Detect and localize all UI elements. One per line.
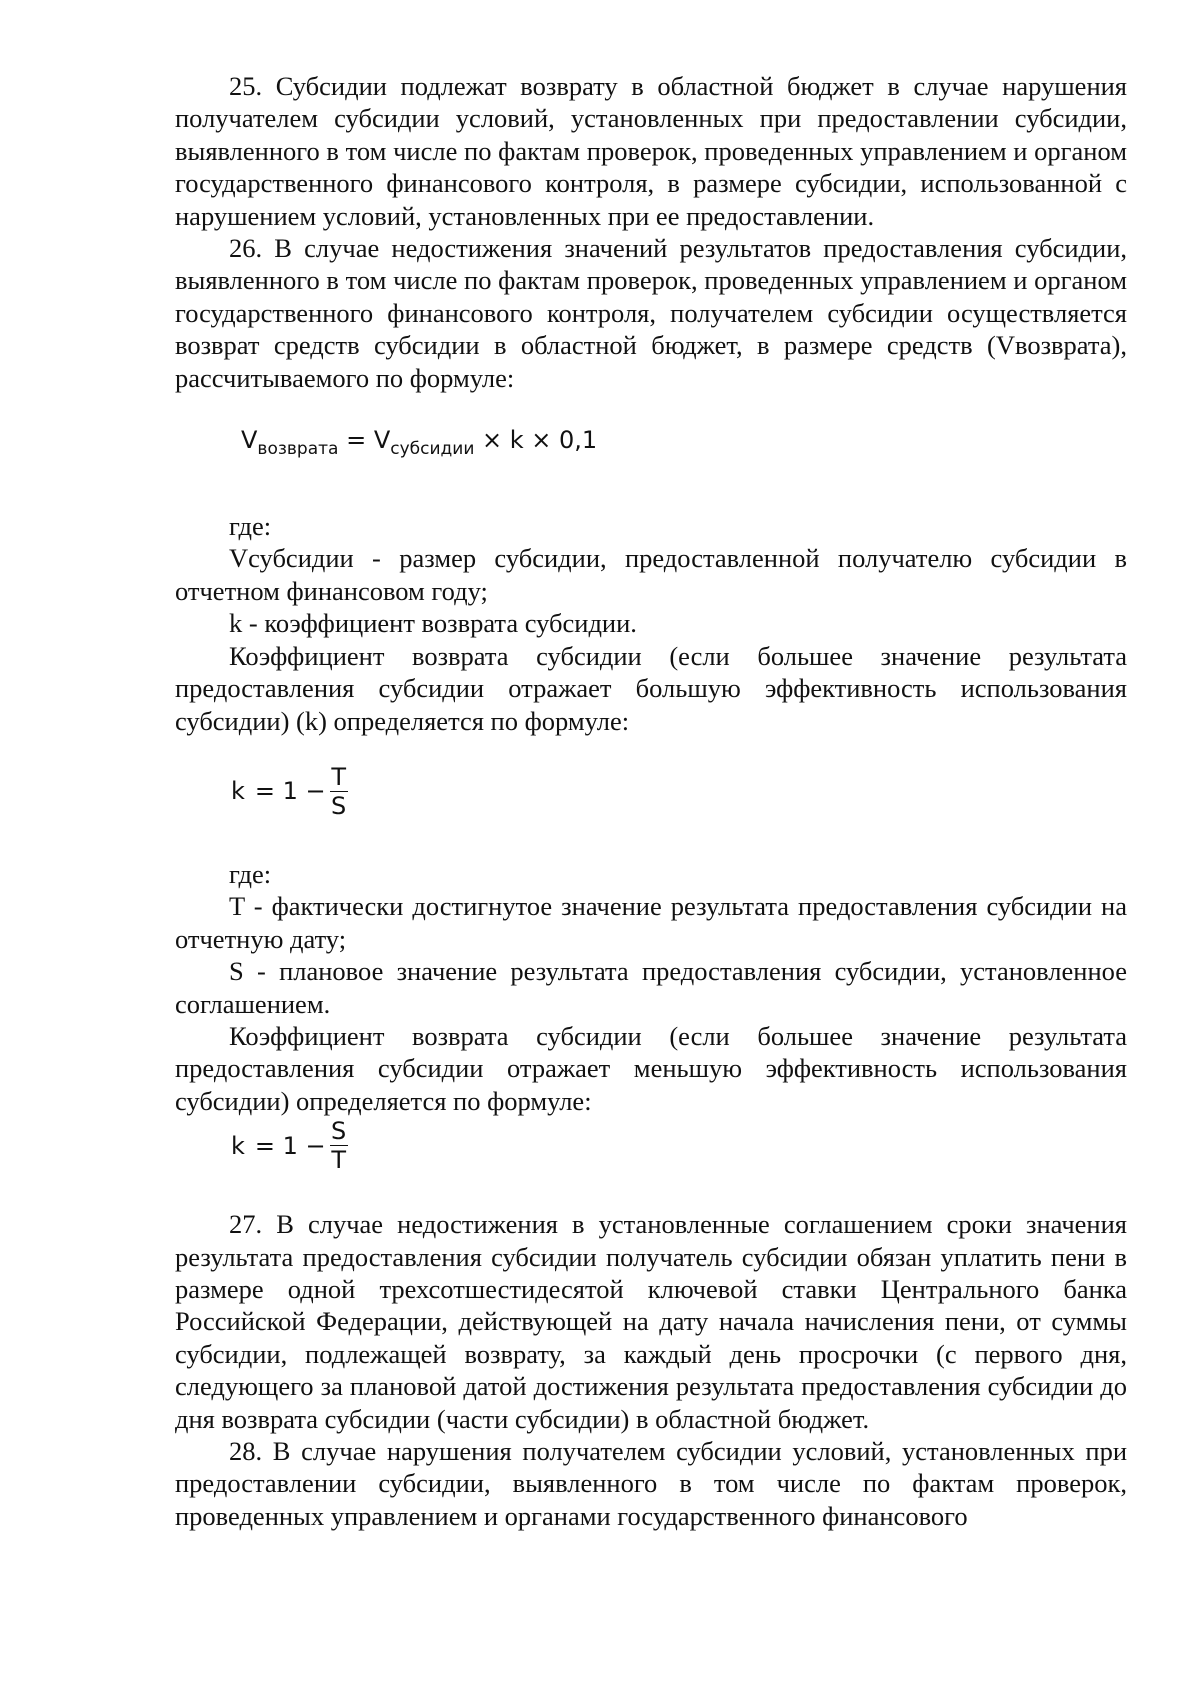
vsubsidy-definition: Vсубсидии - размер субсидии, предоставленной получателю субсидии в отчетном финансовом году; (175, 543, 1127, 606)
paragraph-27: 27. В случае недостижения в установленные соглашением сроки значения результата предоставления субсидии получатель субсидии обязан уплатить пени в размере одной трехсотшестидесятой ключевой ставки Центрального банка Российской Федерации, действующей на дату начала начисления пени, от суммы субсидии, подлежащей возврату, за каждый день просрочки (с первого дня, следующего за плановой датой достижения результата предоставления субсидии до дня возврата субсидии (части субсидии) в областной бюджет. (175, 1209, 1127, 1434)
paragraph-28: 28. В случае нарушения получателем субсидии условий, установленных при предоставлении субсидии, выявленного в том числе по фактам проверок, проведенных управлением и органами государственного финансового (175, 1436, 1127, 1531)
fraction-s-over-t (330, 1117, 348, 1174)
paragraph-26: 26. В случае недостижения значений результатов предоставления субсидии, выявленного в том числе по фактам проверок, проведенных управлением и органом государственного финансового контроля, получателем субсидии осуществляется возврат средств субсидии в областной бюджет, в размере средств (Vвозврата), рассчитываемого по формуле: (175, 233, 1127, 393)
formula3-mid: = 1 − (254, 1131, 326, 1160)
formula-eq: = (346, 426, 367, 455)
formula-rhs-sub: субсидии (390, 439, 475, 460)
s-definition: S - плановое значение результата предоставления субсидии, установленное соглашением. (175, 956, 1127, 1019)
coefficient-paragraph-2: Коэффициент возврата субсидии (если большее значение результата предоставления субсидии отражает меньшую эффективность использования субсидии) определяется по формуле: (175, 1020, 1127, 1116)
fraction-denominator: S (331, 791, 347, 820)
coefficient-paragraph-1: Коэффициент возврата субсидии (если большее значение результата предоставления субсидии отражает большую эффективность использования субсидии) (k) определяется по формуле: (175, 640, 1127, 736)
formula-rhs-var: V (373, 426, 391, 455)
formula-v-return (241, 420, 1127, 480)
formula2-mid: = 1 − (254, 777, 326, 806)
fraction-t-over-s (330, 763, 348, 820)
k-definition: k - коэффициент возврата субсидии. (229, 608, 637, 639)
formula-k-t-over-s (231, 763, 1127, 820)
fraction-denominator: T (331, 1146, 346, 1175)
formula-k-s-over-t (231, 1117, 1127, 1174)
paragraph-25: 25. Субсидии подлежат возврату в областной бюджет в случае нарушения получателем субсидии условий, установленных при предоставлении субсидии, выявленного в том числе по фактам проверок, проведенных управлением и органом государственного финансового контроля, в размере субсидии, использованной с нарушением условий, установленных при ее предоставлении. (175, 71, 1127, 231)
where-label-1: где: (229, 511, 272, 542)
formula-lhs-var: V (241, 426, 258, 455)
t-definition: T - фактически достигнутое значение результата предоставления субсидии на отчетную дату; (175, 891, 1127, 954)
formula-lhs-sub: возврата (257, 439, 339, 460)
formula3-lhs: k (231, 1131, 245, 1160)
fraction-numerator: T (331, 762, 346, 791)
where-label-2: где: (229, 858, 272, 889)
formula2-lhs: k (231, 777, 245, 806)
formula-rest: × k × 0,1 (482, 426, 598, 455)
fraction-numerator: S (331, 1117, 347, 1146)
document-page (175, 70, 1127, 1532)
